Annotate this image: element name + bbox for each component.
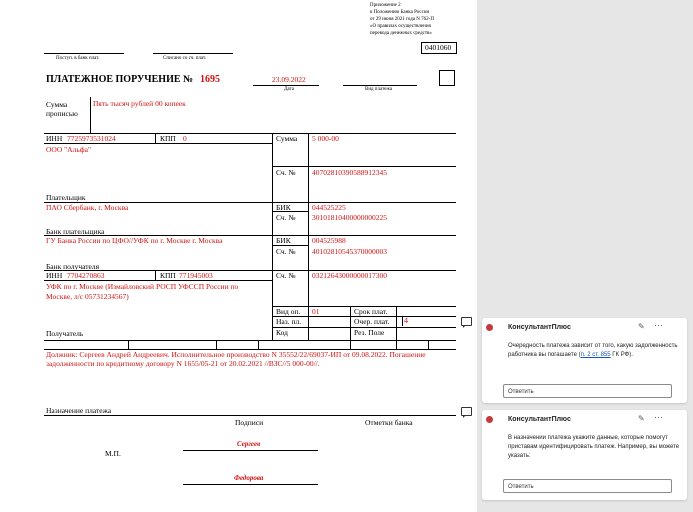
payee-kpp-label: КПП bbox=[160, 271, 176, 280]
purpose-code-label: Наз. пл. bbox=[276, 317, 302, 326]
payee-bank-bik: 004525988 bbox=[312, 236, 346, 245]
signature-2: Федорова bbox=[234, 474, 264, 482]
payee-bank-name: ГУ Банка России по ЦФО//УФК по г. Москве г. Москва bbox=[46, 236, 223, 245]
form-code-box bbox=[421, 42, 457, 54]
reply-input[interactable]: Ответить bbox=[503, 479, 672, 493]
status-box bbox=[439, 70, 455, 86]
purpose-label[interactable]: Назначение платежа bbox=[46, 406, 112, 415]
document-title: ПЛАТЕЖНОЕ ПОРУЧЕНИЕ № bbox=[46, 74, 194, 85]
payer-section-label: Плательщик bbox=[46, 193, 86, 202]
payee-inn: 7704270863 bbox=[67, 271, 105, 280]
order-value[interactable]: 4 bbox=[404, 316, 408, 325]
code-label: Код bbox=[276, 328, 288, 337]
appendix-note-line: от 29 июня 2021 года N 762-П bbox=[370, 17, 434, 22]
payer-bank-section-label: Банк плательщика bbox=[46, 227, 105, 236]
payer-inn: 7725973531024 bbox=[67, 134, 116, 143]
document-date: 23.09.2022 bbox=[272, 75, 306, 84]
comment-card[interactable] bbox=[482, 410, 687, 500]
appendix-note-line: «О правилах осуществления bbox=[370, 24, 431, 29]
payee-name: УФК по г. Москве (Измайловский РОСП УФССП России по bbox=[46, 282, 239, 291]
amount-words-value: Пять тысяч рублей 00 копеек bbox=[93, 99, 186, 108]
payer-bank-bik: 044525225 bbox=[312, 203, 346, 212]
payee-bank-account-label: Сч. № bbox=[276, 247, 296, 256]
payer-name: ООО "Альфа" bbox=[46, 145, 92, 154]
more-options-icon[interactable]: ⋯ bbox=[654, 320, 664, 330]
stamp-label: М.П. bbox=[105, 449, 121, 458]
payee-name: Москве, л/с 05731234567) bbox=[46, 292, 129, 301]
payee-bank-section-label: Банк получателя bbox=[46, 262, 100, 271]
comment-anchor-icon[interactable] bbox=[461, 407, 472, 416]
appendix-note-line: Приложение 2 bbox=[370, 3, 401, 8]
op-type-value: 01 bbox=[312, 307, 320, 316]
payer-bank-name: ПАО Сбербанк, г. Москва bbox=[46, 203, 129, 212]
payment-type-label: Вид платежа bbox=[365, 87, 393, 92]
comment-marker-icon bbox=[486, 416, 493, 423]
comment-anchor-icon[interactable] bbox=[461, 317, 472, 326]
reserve-field-label: Рез. Поле bbox=[354, 328, 385, 337]
signature-1: Сергеев bbox=[237, 440, 261, 448]
payer-bank-account-label: Сч. № bbox=[276, 213, 296, 222]
payer-account: 40702810390588912345 bbox=[312, 168, 387, 177]
edit-icon[interactable]: ✎ bbox=[638, 322, 645, 331]
debited-label: Списано со сч. плат. bbox=[163, 56, 207, 61]
payer-bank-account: 30101810400000000225 bbox=[312, 213, 387, 222]
amount-value: 5 000-00 bbox=[312, 134, 339, 143]
payee-account: 03212643000000017300 bbox=[312, 271, 387, 280]
comment-card[interactable] bbox=[482, 318, 687, 403]
payee-section-label: Получатель bbox=[46, 329, 84, 338]
amount-label: Сумма bbox=[276, 134, 298, 143]
purpose-text: Должник: Сергеев Андрей Андреевич. Исполнительное производство N 35552/22/69037-ИП от 09.08.2022. Погашение bbox=[46, 350, 426, 359]
payer-kpp: 0 bbox=[183, 134, 187, 143]
op-type-label: Вид оп. bbox=[276, 307, 301, 316]
edit-icon[interactable]: ✎ bbox=[638, 414, 645, 423]
payee-account-label: Сч. № bbox=[276, 271, 296, 280]
comment-marker-icon bbox=[486, 324, 493, 331]
amount-words-label: Сумма bbox=[46, 100, 68, 109]
appendix-note-line: перевода денежных средств» bbox=[370, 31, 432, 36]
amount-words-label: прописью bbox=[46, 109, 78, 118]
payer-kpp-label: КПП bbox=[160, 134, 176, 143]
term-label: Срок плат. bbox=[354, 307, 388, 316]
signatures-label: Подписи bbox=[235, 418, 264, 427]
purpose-text: задолженности по кредитному договору N 1655/05-21 от 20.02.2021 //ВЗС//5 000-00//. bbox=[46, 359, 320, 368]
comment-author: КонсультантПлюс bbox=[508, 324, 571, 331]
document-number: 1695 bbox=[200, 74, 220, 85]
comment-text: В назначении платежа укажите данные, которые помогут приставам идентифицировать платеж. Например, вы можете указать: bbox=[508, 435, 680, 459]
payee-bank-bik-label: БИК bbox=[276, 236, 291, 245]
payer-account-label: Сч. № bbox=[276, 168, 296, 177]
payee-kpp: 771945003 bbox=[179, 271, 213, 280]
payee-inn-label: ИНН bbox=[46, 271, 63, 280]
comment-link[interactable]: п. 2 ст. 855 bbox=[580, 352, 611, 358]
comment-author: КонсультантПлюс bbox=[508, 416, 571, 423]
more-options-icon[interactable]: ⋯ bbox=[654, 412, 664, 422]
form-code: 0401060 bbox=[425, 43, 452, 52]
appendix-note-line: к Положению Банка России bbox=[370, 10, 430, 15]
payer-bank-bik-label: БИК bbox=[276, 203, 291, 212]
received-in-bank-label: Поступ. в банк плат. bbox=[56, 56, 100, 61]
date-label: Дата bbox=[284, 87, 294, 92]
comment-text: Очередность платежа зависит от того, какую задолженность работника вы погашаете (п. 2 ст. 855 ГК РФ). bbox=[508, 343, 678, 358]
payee-bank-account: 40102810545370000003 bbox=[312, 247, 387, 256]
payer-inn-label: ИНН bbox=[46, 134, 63, 143]
bank-marks-label: Отметки банка bbox=[365, 418, 413, 427]
order-label: Очер. плат. bbox=[354, 317, 390, 326]
reply-input[interactable]: Ответить bbox=[503, 384, 672, 398]
